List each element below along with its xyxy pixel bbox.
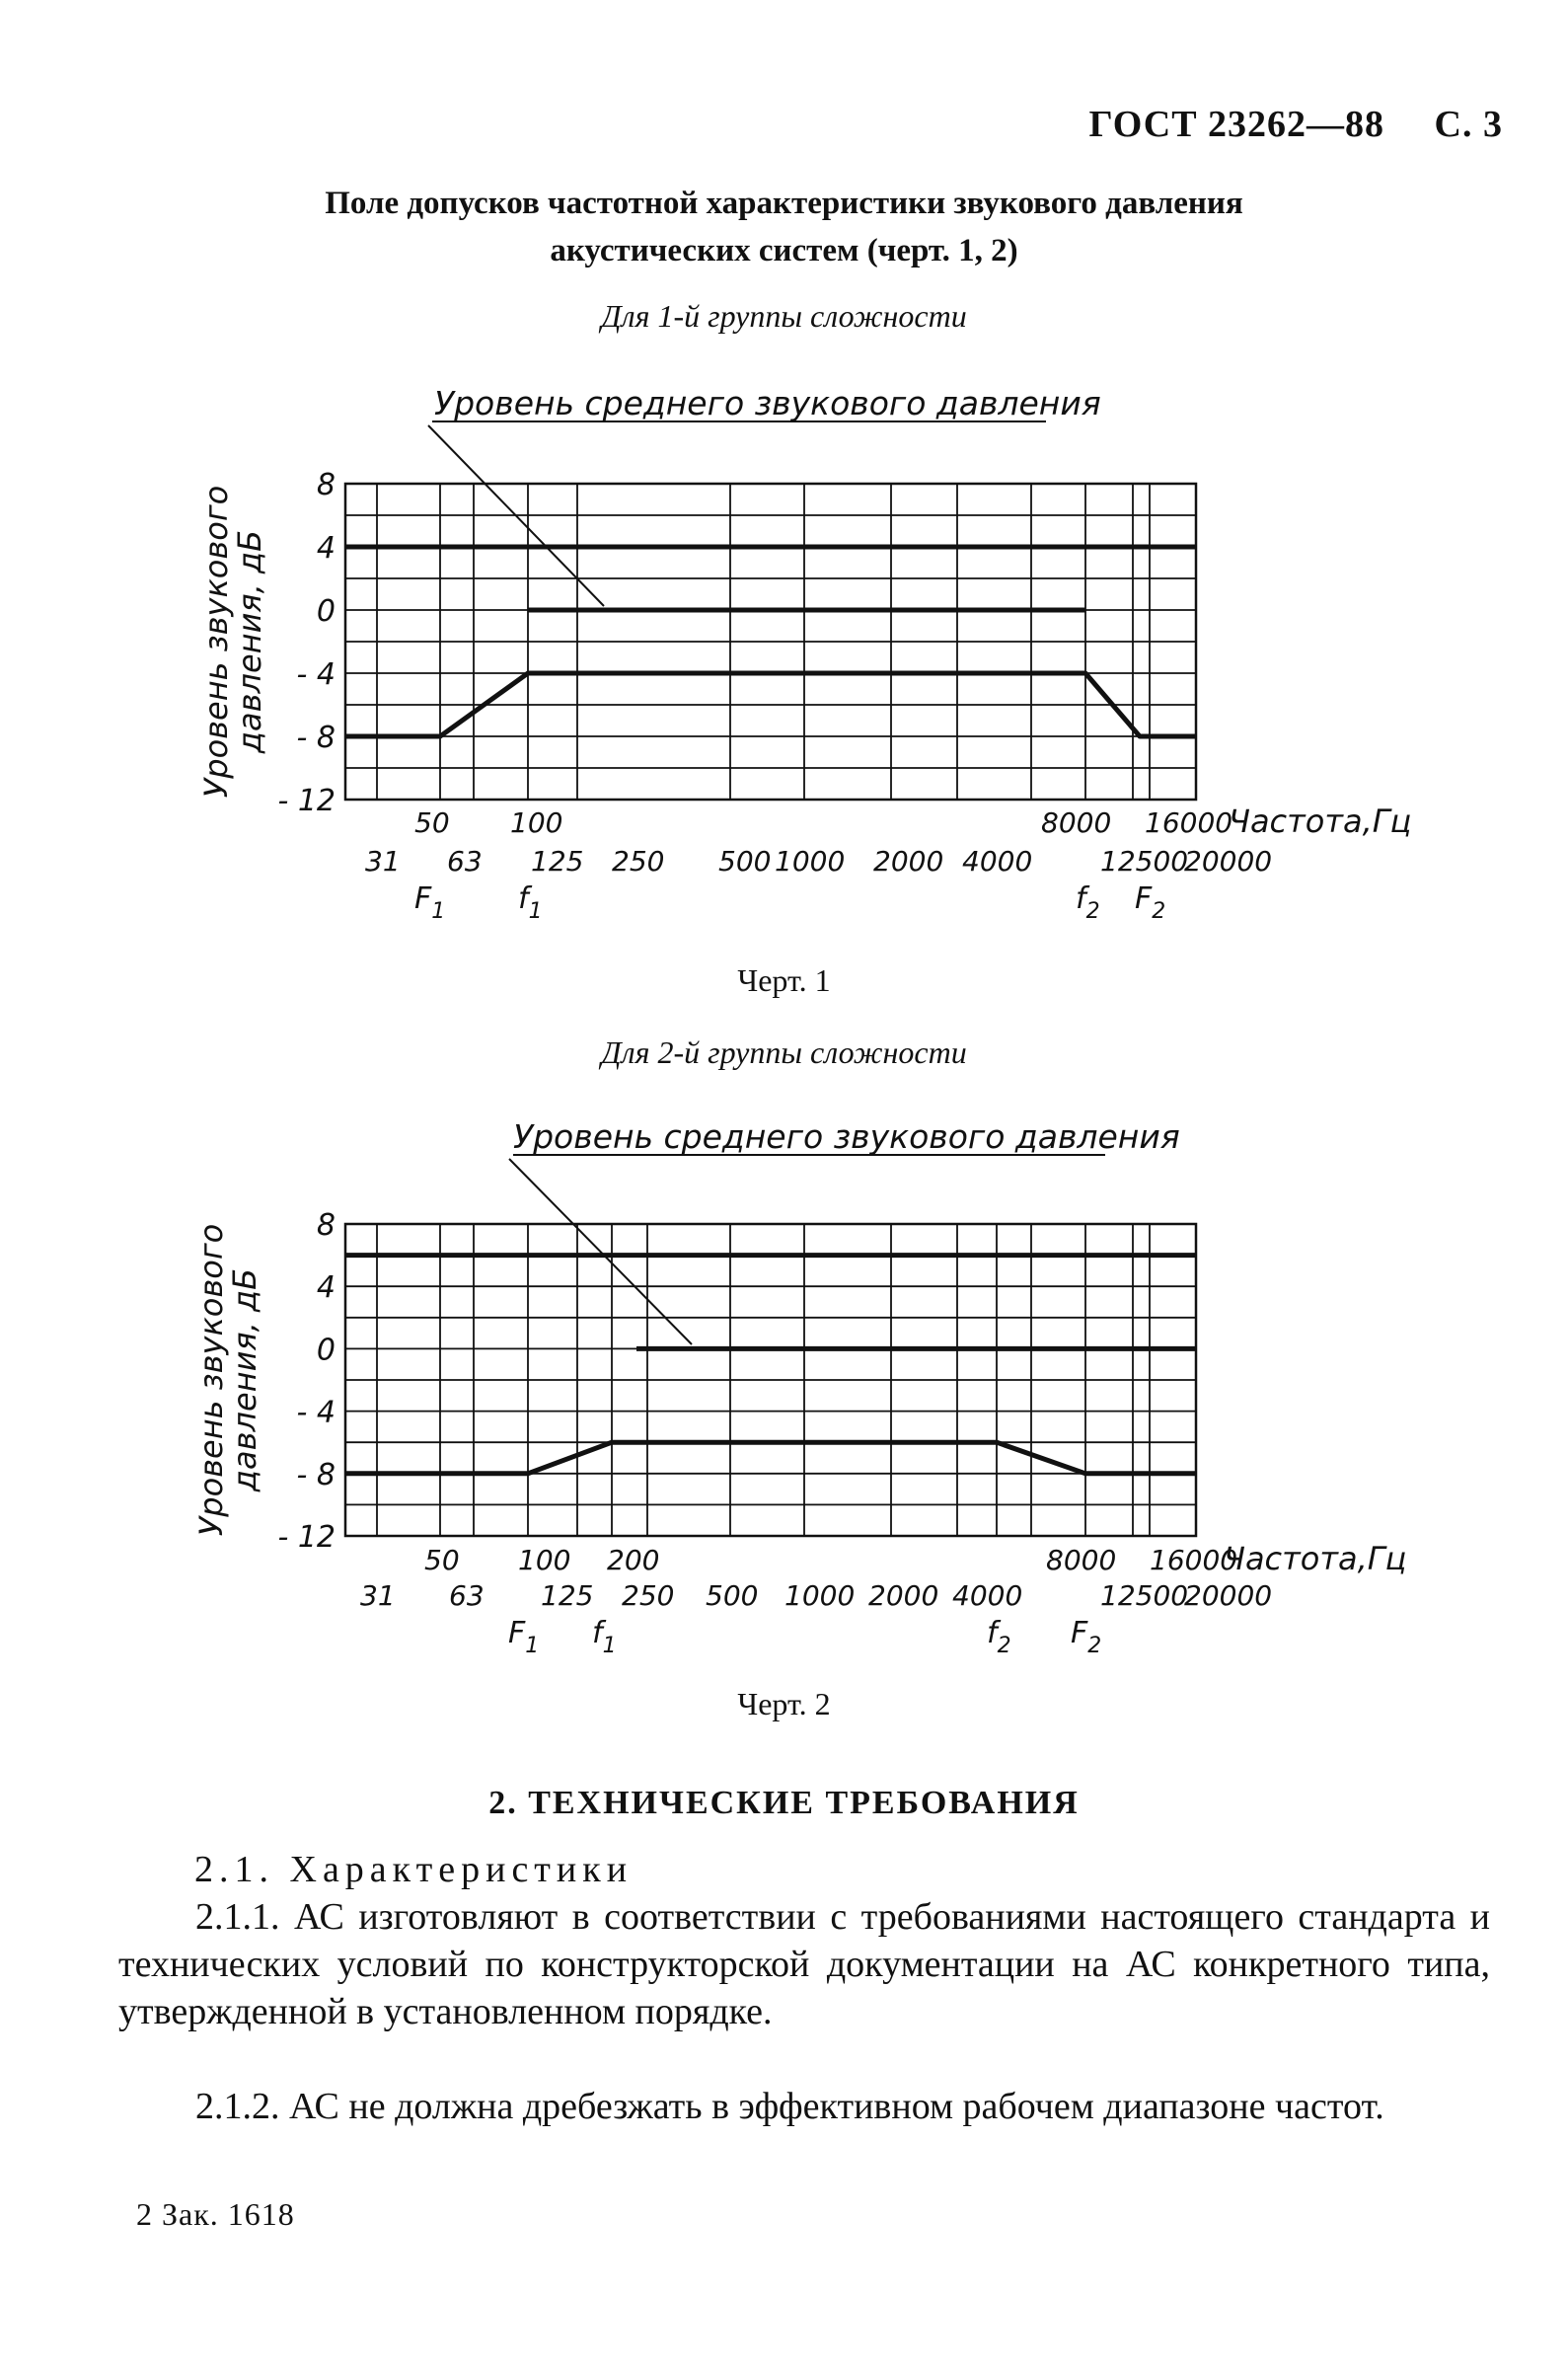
- chart2-caption: Черт. 2: [737, 1686, 831, 1721]
- chart2-xtick-top: 16000: [1150, 1544, 1238, 1576]
- chart2-xtick-top: 200: [607, 1544, 660, 1576]
- chart2-ylabel: [192, 1224, 263, 1536]
- chart2-ytick-label: 4: [316, 1270, 336, 1306]
- chart2-xtick-top: 8000: [1046, 1544, 1117, 1576]
- standard-number: ГОСТ 23262—88: [1088, 104, 1385, 145]
- footer-order: 2 Зак. 1618: [136, 2196, 295, 2232]
- chart1-marker-label: $f_2$: [1076, 881, 1100, 924]
- chart1-ytick-label: 0: [316, 594, 336, 629]
- chart1-subtitle: Для 1-й группы сложности: [601, 298, 967, 334]
- chart2-xtick-top: 100: [518, 1544, 571, 1576]
- chart1-ylabel: [197, 486, 268, 798]
- chart2-xtick-bottom: 1000: [784, 1579, 856, 1612]
- chart1-xlabel: Частота,Гц: [1229, 803, 1412, 840]
- chart1-ytick-label: - 12: [277, 784, 336, 818]
- chart2-xtick-bottom: 4000: [952, 1579, 1023, 1612]
- chart1-ytick-label: 4: [316, 531, 336, 566]
- chart1-xtick-top: 16000: [1145, 806, 1233, 839]
- chart2-ytick-label: - 4: [296, 1395, 336, 1430]
- chart2-xtick-bottom: 2000: [868, 1579, 939, 1612]
- chart2-xtick-top: 50: [424, 1544, 460, 1576]
- chart2-xtick-bottom: 12500: [1100, 1579, 1189, 1612]
- chart-2: [192, 1117, 1406, 1658]
- paragraph-2-1-2: 2.1.2. АС не должна дребезжать в эффективном рабочем диапазоне частот.: [195, 2086, 1384, 2127]
- chart2-xtick-bottom: 63: [449, 1579, 485, 1612]
- page-number: С. 3: [1434, 104, 1503, 145]
- chart2-subtitle: Для 2-й группы сложности: [601, 1034, 967, 1070]
- chart2-annotation-label: Уровень среднего звукового давления: [513, 1117, 1180, 1156]
- chart1-ytick-label: - 8: [296, 721, 336, 755]
- chart2-ytick-label: 8: [316, 1208, 336, 1243]
- chart1-ylabel-line1: Уровень звукового: [197, 485, 235, 799]
- section-heading: 2. ТЕХНИЧЕСКИЕ ТРЕБОВАНИЯ: [488, 1785, 1080, 1821]
- chart-1: [197, 384, 1411, 924]
- chart1-ylabel-line2: давления, дБ: [231, 529, 268, 754]
- chart1-marker-label: $F_2$: [1135, 881, 1166, 924]
- chart1-xtick-bottom: 500: [718, 845, 772, 878]
- figure-title-line1: Поле допусков частотной характеристики звукового давления: [325, 186, 1243, 221]
- chart1-annotation-label: Уровень среднего звукового давления: [434, 384, 1101, 422]
- chart1-marker-label: $f_1$: [518, 881, 543, 924]
- chart1-xtick-bottom: 20000: [1184, 845, 1273, 878]
- chart1-xtick-bottom: 63: [447, 845, 483, 878]
- chart1-xtick-bottom: 125: [531, 845, 584, 878]
- chart2-xlabel: Частота,Гц: [1224, 1540, 1407, 1577]
- chart1-marker-label: $F_1$: [414, 881, 446, 924]
- chart1-xtick-bottom: 31: [365, 845, 401, 878]
- chart2-marker-label: $f_2$: [987, 1616, 1011, 1658]
- chart2-ytick-label: - 8: [296, 1457, 336, 1492]
- chart2-ytick-label: - 12: [277, 1520, 336, 1555]
- chart1-xtick-bottom: 4000: [962, 845, 1033, 878]
- chart1-xtick-top: 100: [510, 806, 563, 839]
- chart1-xtick-bottom: 250: [612, 845, 665, 878]
- chart2-ylabel-line2: давления, дБ: [226, 1267, 263, 1492]
- chart2-xtick-bottom: 250: [622, 1579, 675, 1612]
- chart1-xtick-bottom: 2000: [873, 845, 944, 878]
- chart2-xtick-bottom: 20000: [1184, 1579, 1273, 1612]
- chart1-xtick-bottom: 12500: [1100, 845, 1189, 878]
- paragraph-2-1-1: 2.1.1. АС изготовляют в соответствии с требованиями настоящего стандарта и технических условий по конструкторской документации на АС конкретного типа, утвержденной в установленном порядке.: [118, 1896, 1490, 2032]
- chart2-marker-label: $F_2$: [1071, 1616, 1102, 1658]
- figure-title-line2: акустических систем (черт. 1, 2): [550, 233, 1018, 268]
- chart2-xtick-bottom: 125: [541, 1579, 594, 1612]
- chart2-annotation-leader: [509, 1159, 692, 1344]
- chart1-xtick-top: 50: [414, 806, 450, 839]
- paragraph-2-1: 2.1. Характеристики: [194, 1849, 634, 1890]
- chart1-caption: Черт. 1: [737, 962, 831, 998]
- chart2-xtick-bottom: 500: [706, 1579, 759, 1612]
- chart2-ytick-label: 0: [316, 1333, 336, 1368]
- chart1-ytick-label: 8: [316, 468, 336, 502]
- chart2-marker-label: $F_1$: [508, 1616, 540, 1658]
- chart2-ylabel-line1: Уровень звукового: [192, 1223, 230, 1537]
- chart1-ytick-label: - 4: [296, 657, 336, 692]
- chart1-xtick-top: 8000: [1041, 806, 1112, 839]
- chart2-marker-label: $f_1$: [592, 1616, 617, 1658]
- chart1-xtick-bottom: 1000: [775, 845, 846, 878]
- chart2-xtick-bottom: 31: [360, 1579, 396, 1612]
